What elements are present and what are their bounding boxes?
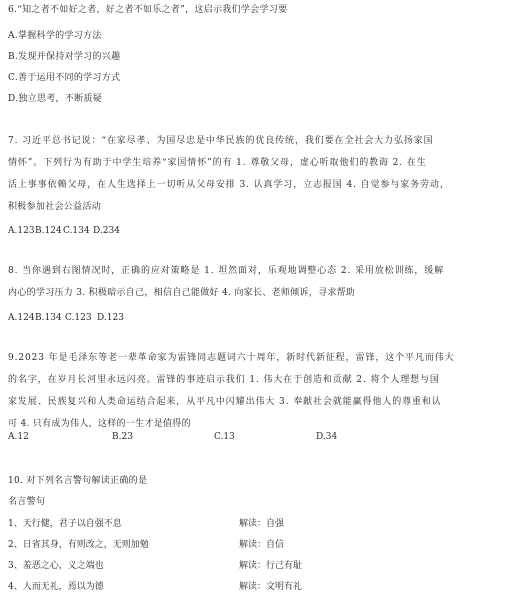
q7-stem-line: 积极参加社会公益活动 <box>8 202 102 212</box>
q7-option-a: A.123 <box>8 226 35 236</box>
q10-interpretation: 解读：自强 <box>239 519 285 529</box>
q8-option-b: B.134 <box>35 313 62 323</box>
q7-option-c: C.134 <box>63 226 90 236</box>
q9-option-c: C.13 <box>214 432 235 442</box>
q9-options <box>8 431 337 443</box>
q6-option-a: A.掌握科学的学习方法 <box>8 31 102 41</box>
q10-quote: 3、羞恶之心，义之端也 <box>8 561 104 571</box>
q10-quote: 4、人而无礼，焉以为德 <box>8 582 104 592</box>
q10-interpretation: 解读：行己有耻 <box>239 561 303 571</box>
q8-option-c: C.123 <box>65 313 92 323</box>
q7-stem-line: 7. 习近平总书记说：“在家尽孝、为国尽忠是中华民族的优良传统，我们要在全社会大力弘扬家国 <box>8 136 434 146</box>
q8-stem-line: 8. 当你遇到右图情况时，正确的应对策略是 1. 坦然面对，乐观地调整心态 2. 采用放松训练，缓解 <box>8 266 445 276</box>
q7-option-b: B.124 <box>35 226 62 236</box>
q7-stem-line: 活上事事依赖父母，在人生选择上一切听从父母安排 3. 认真学习，立志报国 4. 自觉参与家务劳动， <box>8 180 450 190</box>
q8-options <box>8 312 124 324</box>
q9-option-b: B.23 <box>112 432 133 442</box>
q6-option-c: C.善于运用不同的学习方式 <box>8 73 121 83</box>
q9-option-a: A.12 <box>8 432 29 442</box>
q10-interpretation: 解读：文明有礼 <box>239 582 303 592</box>
q7-options <box>8 225 120 237</box>
q9-stem-line: 9.2023 年是毛泽东等老一辈革命家为雷锋同志题词六十周年，新时代新征程，雷锋，这个平凡而伟大 <box>8 353 455 363</box>
q8-option-d: D.123 <box>97 313 124 323</box>
q8-option-a: A.124 <box>8 313 35 323</box>
q6-option-b: B.发现并保持对学习的兴趣 <box>8 52 121 62</box>
q7-option-d: D.234 <box>93 226 120 236</box>
q7-stem-line: 情怀”。下列行为有助于中学生培养“家国情怀”的有 1. 尊敬父母，虚心听取他们的教诲 2. 在生 <box>8 158 427 168</box>
q9-stem-line: 家发展、民族复兴和人类命运结合起来，从平凡中闪耀出伟大 3. 奉献社会就能赢得他人的尊重和认 <box>8 397 442 407</box>
q10-table-header: 名言警句 <box>8 497 46 507</box>
q9-stem-line: 可 4. 只有成为伟人，这样的一生才是值得的 <box>8 419 191 429</box>
q9-stem-line: 的名字，在岁月长河里永远闪亮。雷锋的事迹启示我们 1. 伟大在于创造和贡献 2. 将个人理想与国 <box>8 375 440 385</box>
q10-stem: 10. 对下列名言警句解读正确的是 <box>8 476 148 486</box>
q10-quote: 1、天行健，君子以自强不息 <box>8 519 122 529</box>
q8-stem-line: 内心的学习压力 3. 积极暗示自己，相信自己能做好 4. 向家长、老师倾诉，寻求帮助 <box>8 288 356 298</box>
q10-interpretation: 解读：自信 <box>239 540 285 550</box>
q6-stem: 6.“知之者不如好之者，好之者不如乐之者”，这启示我们学会学习要 <box>8 5 288 15</box>
q9-option-d: D.34 <box>316 432 338 442</box>
q6-option-d: D.独立思考，不断质疑 <box>8 94 103 104</box>
q10-quote: 2、日省其身，有则改之，无则加勉 <box>8 540 149 550</box>
